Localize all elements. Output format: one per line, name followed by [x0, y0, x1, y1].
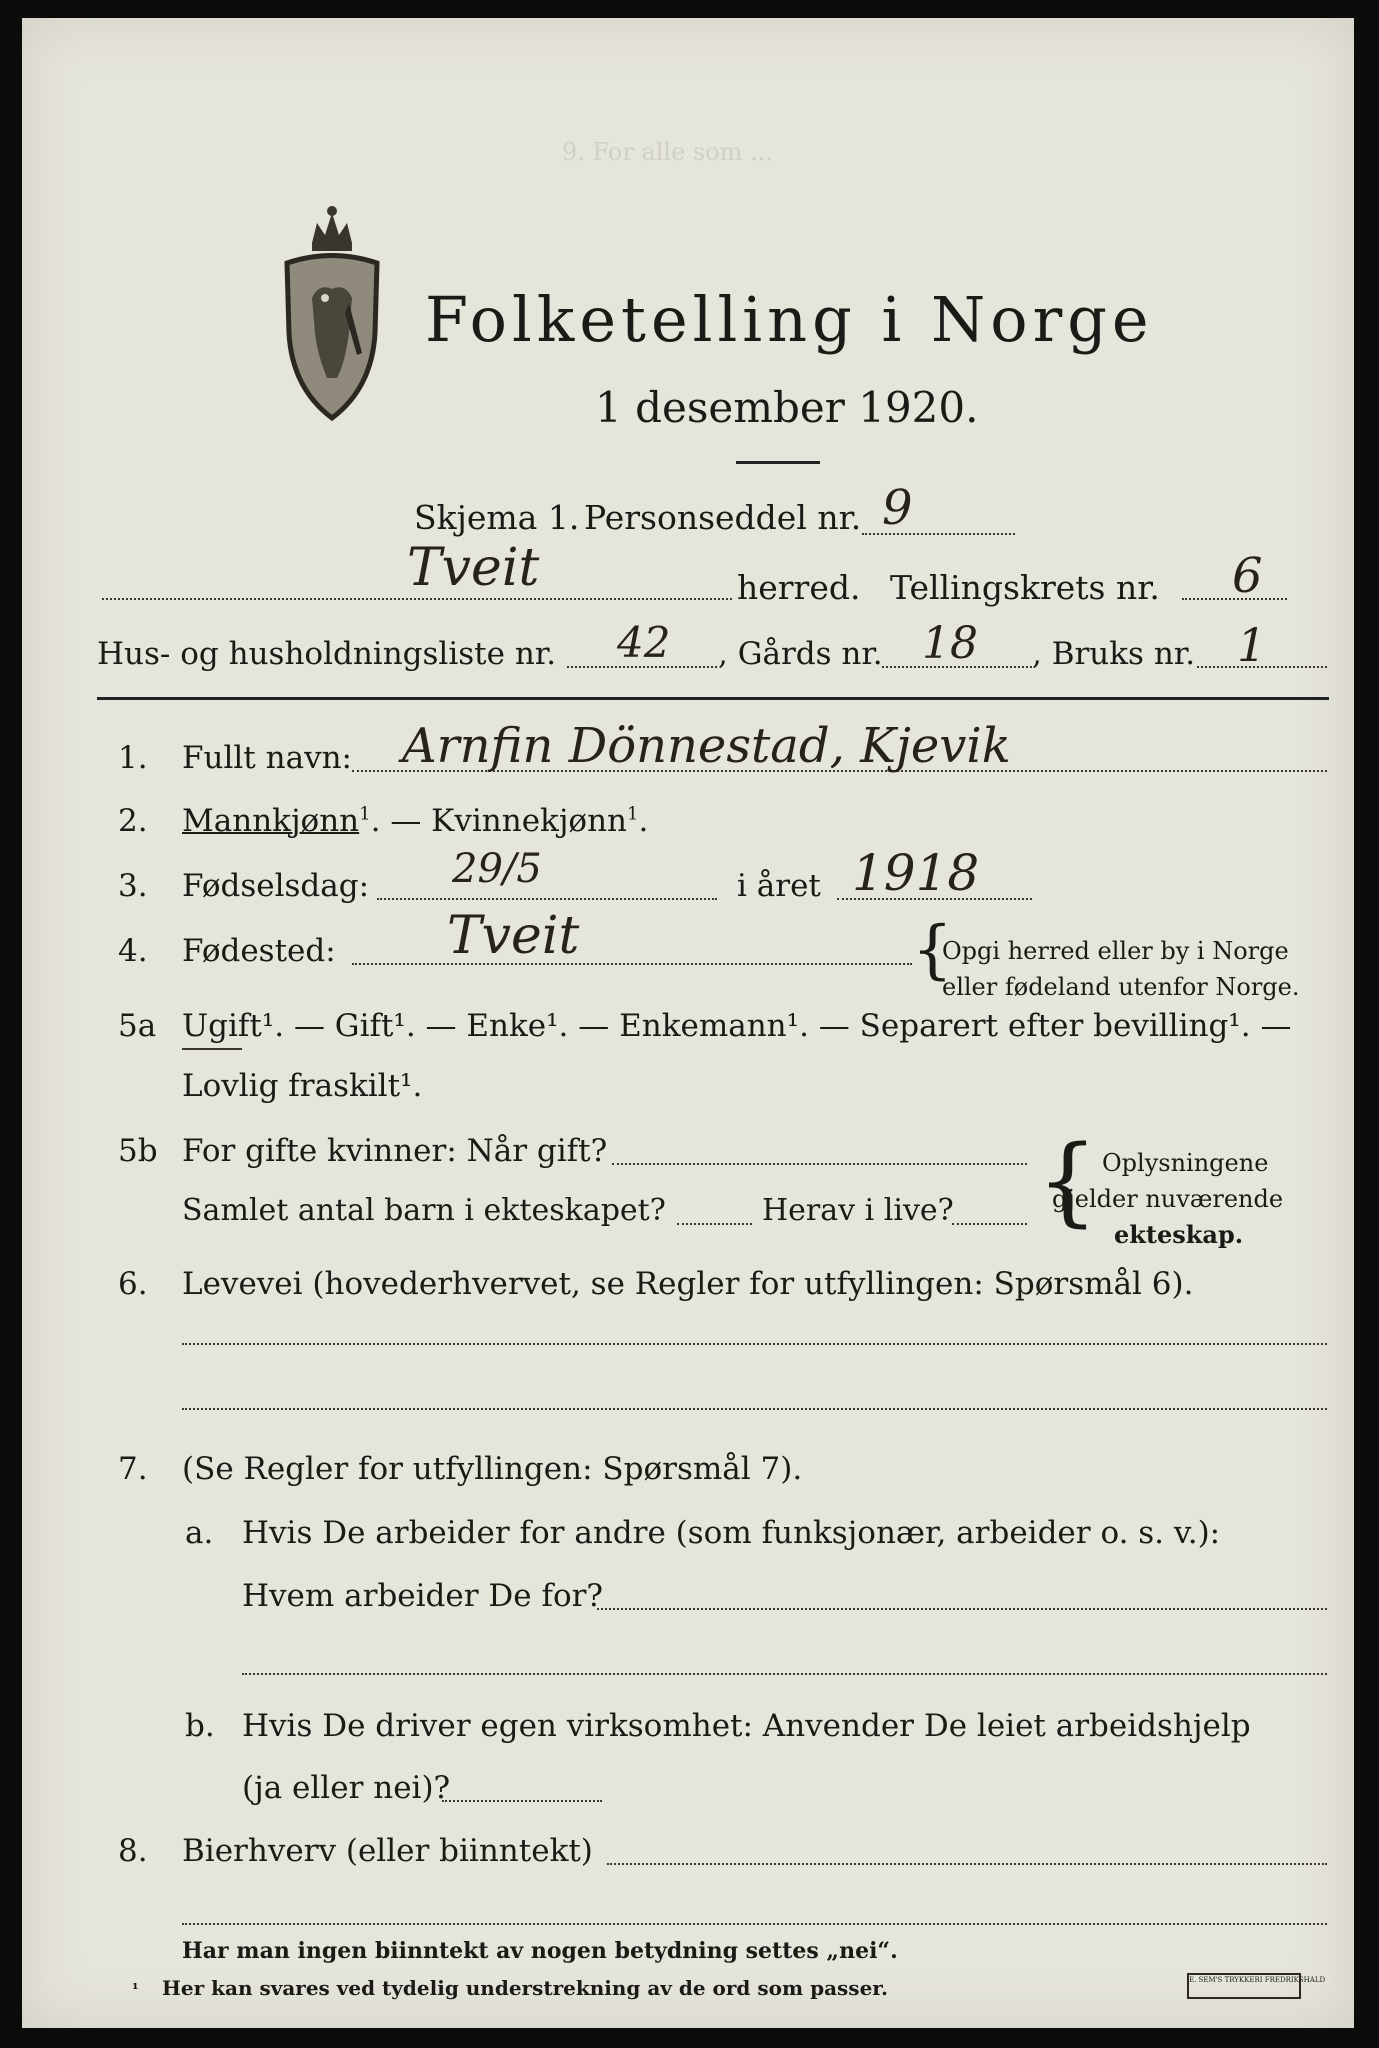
q5b-number: 5b [118, 1133, 158, 1169]
q1-label: Fullt navn: [182, 740, 352, 776]
gender-female-option[interactable]: Kvinnekjønn [431, 803, 628, 839]
q7a-employer-label: Hvem arbeider De for? [242, 1578, 604, 1614]
printer-stamp-text: E. SEM'S TRYKKERI FREDRIKSHALD [1189, 1976, 1326, 1984]
q3-number: 3. [118, 868, 148, 904]
footnote-text: Her kan svares ved tydelig understrekning av de ord som passer. [162, 1976, 888, 2000]
gender-separator: . — [370, 803, 432, 839]
bruks-value[interactable]: 1 [1237, 618, 1267, 672]
gards-value[interactable]: 18 [922, 618, 978, 669]
birthplace-value[interactable]: Tveit [447, 906, 580, 966]
hired-help-line[interactable] [442, 1800, 602, 1802]
q5b-alive-label: Herav i live? [762, 1193, 954, 1228]
herred-value[interactable]: Tveit [407, 538, 540, 598]
q4-note-line2: eller fødeland utenfor Norge. [942, 973, 1300, 1001]
side-income-line-2[interactable] [182, 1923, 1327, 1925]
q5a-number: 5a [118, 1008, 157, 1044]
footnote-mark: ¹ [132, 1980, 139, 1998]
q7-number: 7. [118, 1451, 148, 1487]
q7b-letter: b. [185, 1708, 215, 1744]
q8-label: Bierhverv (eller biinntekt) [182, 1833, 593, 1869]
q7a-question: Hvis De arbeider for andre (som funksjonær, arbeider o. s. v.): [242, 1515, 1221, 1551]
bruks-label: , Bruks nr. [1032, 636, 1196, 672]
q5b-married-when-label: For gifte kvinner: Når gift? [182, 1133, 608, 1169]
form-date: 1 desember 1920. [595, 383, 979, 432]
q6-number: 6. [118, 1266, 148, 1302]
married-when-line[interactable] [612, 1163, 1027, 1165]
side-income-note: Har man ingen biinntekt av nogen betydning settes „nei“. [182, 1938, 898, 1964]
title-divider [736, 461, 820, 464]
marital-status-line2[interactable]: Lovlig fraskilt¹. [182, 1068, 423, 1104]
tellingskrets-value[interactable]: 6 [1232, 548, 1263, 604]
q7a-letter: a. [185, 1515, 214, 1551]
q4-number: 4. [118, 933, 148, 969]
personseddel-label: Personseddel nr. [584, 498, 862, 537]
occupation-line-1[interactable] [182, 1343, 1327, 1345]
full-name-value[interactable]: Arnfin Dönnestad, Kjevik [402, 718, 1011, 774]
birthday-value[interactable]: 29/5 [452, 846, 542, 892]
marital-status-options[interactable]: Ugift¹. — Gift¹. — Enke¹. — Enkemann¹. — Separert efter bevilling¹. — [182, 1008, 1292, 1044]
birth-year-label: i året [737, 868, 821, 904]
gards-label: , Gårds nr. [718, 636, 883, 672]
q7b-yes-no-label: (ja eller nei)? [242, 1770, 451, 1806]
q3-label: Fødselsdag: [182, 868, 370, 904]
q8-number: 8. [118, 1833, 148, 1869]
coat-of-arms-logo [257, 203, 407, 428]
q5b-note-line1: Oplysningene [1102, 1149, 1269, 1177]
gender-options: Mannkjønn$^1$. — Kvinnekjønn$^1$. [182, 803, 649, 839]
q5b-brace: { [1037, 1125, 1099, 1237]
employer-line-1[interactable] [597, 1608, 1327, 1610]
q4-label: Fødested: [182, 933, 336, 969]
census-form-page [22, 18, 1354, 2028]
q6-label: Levevei (hovederhvervet, se Regler for utfyllingen: Spørsmål 6). [182, 1266, 1194, 1302]
employer-line-2[interactable] [242, 1673, 1327, 1675]
herred-label: herred. [737, 568, 861, 607]
birth-year-value[interactable]: 1918 [852, 844, 980, 902]
q5b-note-line3: ekteskap. [1114, 1220, 1244, 1249]
alive-line[interactable] [952, 1223, 1027, 1225]
q5b-children-label: Samlet antal barn i ekteskapet? [182, 1193, 666, 1228]
gender-end: . [638, 803, 649, 839]
tellingskrets-label: Tellingskrets nr. [890, 568, 1160, 607]
q4-brace: { [912, 913, 953, 987]
side-income-line-1[interactable] [607, 1863, 1327, 1865]
schema-label: Skjema 1. [414, 498, 580, 537]
husliste-label: Hus- og husholdningsliste nr. [97, 636, 557, 672]
herred-line [102, 598, 732, 600]
q4-note-line1: Opgi herred eller by i Norge [942, 937, 1289, 965]
q2-number: 2. [118, 803, 148, 839]
birthday-line [377, 898, 717, 900]
birthplace-line [352, 963, 912, 965]
occupation-line-2[interactable] [182, 1408, 1327, 1410]
ugift-underline [182, 1048, 242, 1050]
bleed-through-text: 9. For alle som ... [562, 138, 773, 166]
printer-stamp [1187, 1973, 1326, 1999]
gender-male-option[interactable]: Mannkjønn [182, 803, 360, 839]
form-title: Folketelling i Norge [425, 283, 1154, 356]
children-line[interactable] [677, 1223, 752, 1225]
q5b-note-line2: gjelder nuværende [1052, 1185, 1284, 1213]
husliste-value[interactable]: 42 [617, 618, 671, 667]
personseddel-value[interactable]: 9 [882, 480, 913, 536]
header-rule [97, 697, 1329, 700]
q7b-question: Hvis De driver egen virksomhet: Anvender De leiet arbeidshjelp [242, 1708, 1251, 1744]
q7-label: (Se Regler for utfyllingen: Spørsmål 7). [182, 1451, 803, 1487]
q1-number: 1. [118, 740, 148, 776]
